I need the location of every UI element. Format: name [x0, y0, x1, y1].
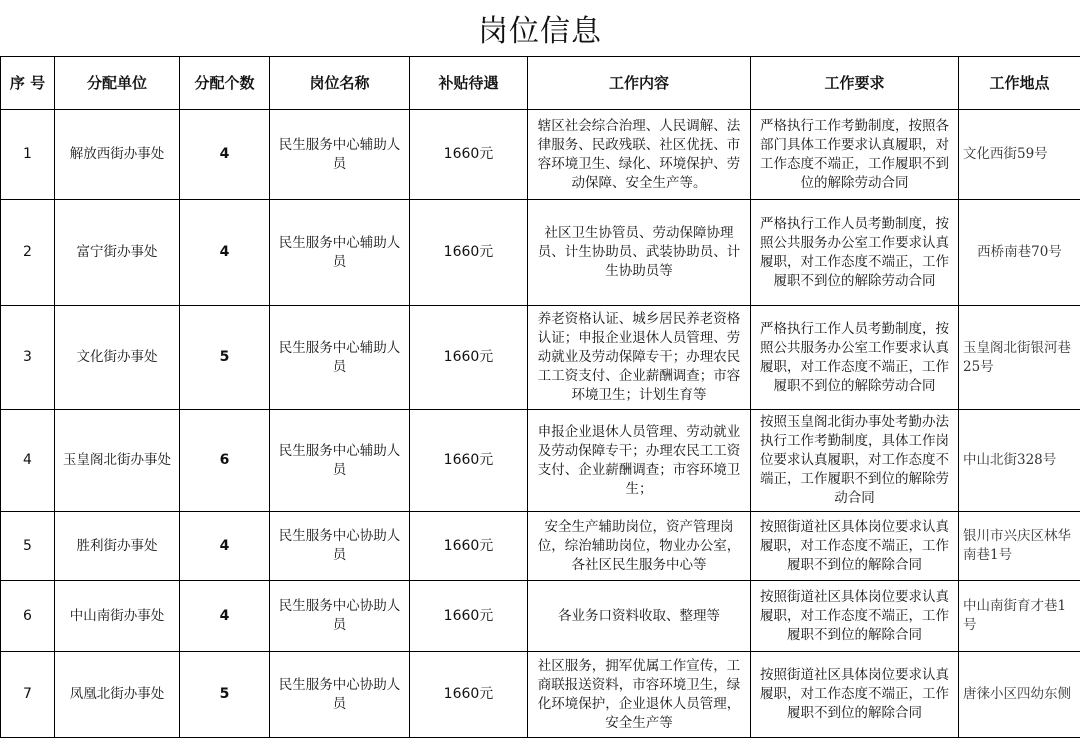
cell-post: 民生服务中心辅助人员	[270, 410, 410, 512]
cell-count: 6	[180, 410, 270, 512]
cell-location: 唐徕小区四幼东侧	[959, 652, 1080, 738]
cell-count: 5	[180, 652, 270, 738]
table-row	[1, 512, 1080, 581]
cell-unit: 文化街办事处	[55, 306, 180, 410]
cell-subsidy: 1660元	[410, 306, 528, 410]
cell-post: 民生服务中心辅助人员	[270, 110, 410, 200]
cell-count: 4	[180, 581, 270, 652]
header-location: 工作地点	[959, 57, 1080, 110]
cell-content: 各业务口资料收取、整理等	[528, 581, 751, 652]
cell-subsidy: 1660元	[410, 581, 528, 652]
cell-requirement: 严格执行工作考勤制度，按照各部门具体工作要求认真履职，对工作态度不端正，工作履职不到位的解除劳动合同	[751, 110, 959, 200]
header-row	[1, 57, 1080, 110]
cell-content: 辖区社会综合治理、人民调解、法律服务、民政残联、社区优抚、市容环境卫生、绿化、环境保护、劳动保障、安全生产等。	[528, 110, 751, 200]
cell-post: 民生服务中心辅助人员	[270, 306, 410, 410]
cell-seq: 1	[1, 110, 55, 200]
cell-subsidy: 1660元	[410, 110, 528, 200]
cell-post: 民生服务中心协助人员	[270, 652, 410, 738]
cell-subsidy: 1660元	[410, 512, 528, 581]
cell-count: 4	[180, 110, 270, 200]
header-subsidy: 补贴待遇	[410, 57, 528, 110]
cell-subsidy: 1660元	[410, 200, 528, 306]
cell-content: 养老资格认证、城乡居民养老资格认证；申报企业退休人员管理、劳动就业及劳动保障专干；办理农民工工资支付、企业薪酬调查；市容环境卫生；计划生育等	[528, 306, 751, 410]
job-table	[0, 56, 1080, 738]
cell-subsidy: 1660元	[410, 410, 528, 512]
cell-content: 社区卫生协管员、劳动保障协理员、计生协助员、武装协助员、计生协助员等	[528, 200, 751, 306]
table-row	[1, 306, 1080, 410]
cell-seq: 6	[1, 581, 55, 652]
cell-post: 民生服务中心协助人员	[270, 581, 410, 652]
cell-requirement: 按照玉皇阁北街办事处考勤办法执行工作考勤制度，具体工作岗位要求认真履职，对工作态度不端正，工作履职不到位的解除劳动合同	[751, 410, 959, 512]
cell-seq: 2	[1, 200, 55, 306]
cell-location: 银川市兴庆区林华南巷1号	[959, 512, 1080, 581]
cell-location: 文化西街59号	[959, 110, 1080, 200]
header-requirement: 工作要求	[751, 57, 959, 110]
table-row	[1, 581, 1080, 652]
header-seq: 序 号	[1, 57, 55, 110]
cell-post: 民生服务中心辅助人员	[270, 200, 410, 306]
header-content: 工作内容	[528, 57, 751, 110]
cell-seq: 7	[1, 652, 55, 738]
cell-content: 申报企业退休人员管理、劳动就业及劳动保障专干；办理农民工工资支付、企业薪酬调查；市容环境卫生；	[528, 410, 751, 512]
table-row	[1, 110, 1080, 200]
cell-requirement: 按照街道社区具体岗位要求认真履职，对工作态度不端正，工作履职不到位的解除合同	[751, 512, 959, 581]
cell-location: 中山南街育才巷1号	[959, 581, 1080, 652]
cell-unit: 富宁街办事处	[55, 200, 180, 306]
cell-unit: 凤凰北街办事处	[55, 652, 180, 738]
page-title: 岗位信息	[478, 14, 602, 49]
table-row	[1, 200, 1080, 306]
header-unit: 分配单位	[55, 57, 180, 110]
cell-post: 民生服务中心协助人员	[270, 512, 410, 581]
cell-requirement: 按照街道社区具体岗位要求认真履职，对工作态度不端正，工作履职不到位的解除合同	[751, 581, 959, 652]
cell-seq: 5	[1, 512, 55, 581]
cell-count: 4	[180, 512, 270, 581]
cell-unit: 解放西街办事处	[55, 110, 180, 200]
table-row	[1, 652, 1080, 738]
cell-requirement: 按照街道社区具体岗位要求认真履职，对工作态度不端正，工作履职不到位的解除合同	[751, 652, 959, 738]
cell-count: 5	[180, 306, 270, 410]
cell-requirement: 严格执行工作人员考勤制度，按照公共服务办公室工作要求认真履职，对工作态度不端正，工作履职不到位的解除劳动合同	[751, 200, 959, 306]
cell-count: 4	[180, 200, 270, 306]
cell-location: 玉皇阁北街银河巷25号	[959, 306, 1080, 410]
cell-seq: 4	[1, 410, 55, 512]
cell-location: 西桥南巷70号	[959, 200, 1080, 306]
cell-content: 安全生产辅助岗位，资产管理岗位，综治辅助岗位，物业办公室，各社区民生服务中心等	[528, 512, 751, 581]
cell-requirement: 严格执行工作人员考勤制度，按照公共服务办公室工作要求认真履职，对工作态度不端正，工作履职不到位的解除劳动合同	[751, 306, 959, 410]
header-count: 分配个数	[180, 57, 270, 110]
cell-unit: 中山南街办事处	[55, 581, 180, 652]
table-row	[1, 410, 1080, 512]
cell-location: 中山北街328号	[959, 410, 1080, 512]
cell-content: 社区服务，拥军优属工作宣传，工商联报送资料，市容环境卫生，绿化环境保护，企业退休人员管理，安全生产等	[528, 652, 751, 738]
cell-subsidy: 1660元	[410, 652, 528, 738]
cell-unit: 胜利街办事处	[55, 512, 180, 581]
cell-unit: 玉皇阁北街办事处	[55, 410, 180, 512]
header-post: 岗位名称	[270, 57, 410, 110]
cell-seq: 3	[1, 306, 55, 410]
